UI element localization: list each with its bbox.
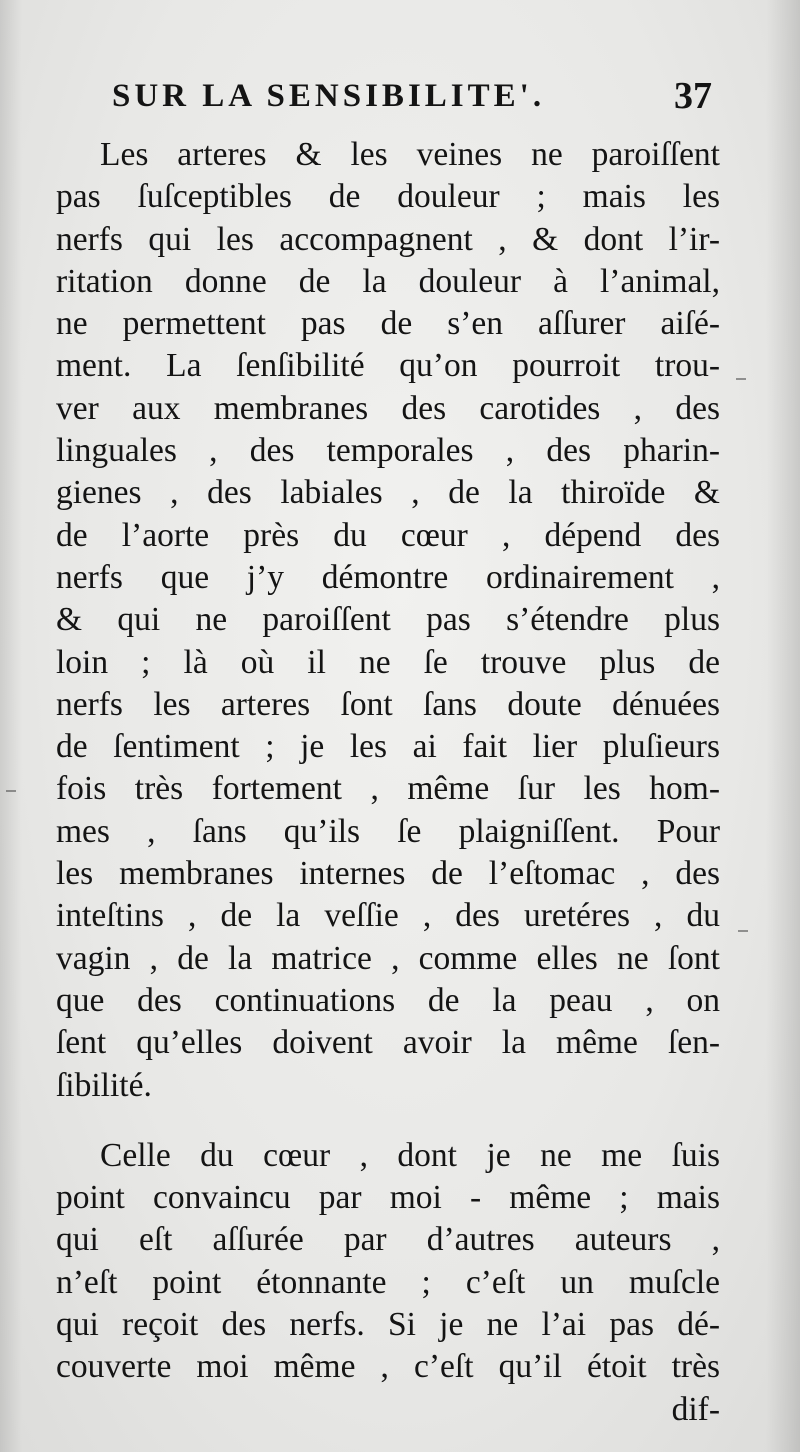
paragraph-2: [56, 1135, 720, 1389]
body-text: [56, 134, 720, 1431]
text-line: nerfs qui les accompagnent , & dont l’ir-: [56, 220, 720, 258]
text-line: ſent qu’elles doivent avoir la même ſen-: [56, 1024, 720, 1062]
text-line: n’eſt point étonnante ; c’eſt un muſcle: [56, 1263, 720, 1301]
paragraph-gap: [56, 1107, 720, 1135]
text-line: couverte moi même , c’eſt qu’il étoit très: [56, 1348, 720, 1386]
text-line: ſibilité.: [56, 1066, 152, 1104]
margin-mark: [6, 790, 16, 792]
text-line: nerfs que j’y démontre ordinairement ,: [56, 558, 720, 596]
text-line: linguales , des temporales , des pharin-: [56, 432, 720, 470]
page-gutter-shadow: [0, 0, 22, 1452]
text-line: nerfs les arteres ſont ſans doute dénuées: [56, 685, 720, 723]
page-number: 37: [674, 75, 712, 117]
margin-mark: [736, 378, 746, 380]
running-title: SUR LA SENSIBILITE'.: [112, 78, 546, 114]
text-line: & qui ne paroiſſent pas s’étendre plus: [56, 601, 720, 639]
text-line: Les arteres & les veines ne paroiſſent: [100, 136, 720, 173]
text-line: point convaincu par moi - même ; mais: [56, 1179, 720, 1217]
text-line: ment. La ſenſibilité qu’on pourroit trou-: [56, 347, 720, 385]
text-line: qui reçoit des nerfs. Si je ne l’ai pas dé-: [56, 1306, 720, 1344]
text-line: ne permettent pas de s’en aſſurer aiſé-: [56, 305, 720, 343]
text-line: de l’aorte près du cœur , dépend des: [56, 516, 720, 554]
text-line: Celle du cœur , dont je ne me ſuis: [100, 1136, 720, 1174]
page-edge-shadow: [766, 0, 800, 1452]
text-line: de ſentiment ; je les ai fait lier pluſieurs: [56, 728, 720, 766]
catchword: dif-: [671, 1390, 720, 1428]
text-line: ritation donne de la douleur à l’animal,: [56, 262, 720, 300]
text-line: les membranes internes de l’eſtomac , des: [56, 855, 720, 893]
margin-mark: [738, 930, 748, 932]
text-line: fois très fortement , même ſur les hom-: [56, 770, 720, 808]
text-line: mes , ſans qu’ils ſe plaigniſſent. Pour: [56, 812, 720, 850]
text-line: qui eſt aſſurée par d’autres auteurs ,: [56, 1221, 720, 1259]
text-line: loin ; là où il ne ſe trouve plus de: [56, 643, 720, 681]
text-line: vagin , de la matrice , comme elles ne ſont: [56, 939, 720, 977]
text-line: ver aux membranes des carotides , des: [56, 389, 720, 427]
text-line: gienes , des labiales , de la thiroïde &: [56, 474, 720, 512]
paragraph-1: [56, 134, 720, 1107]
text-line: pas ſuſceptibles de douleur ; mais les: [56, 178, 720, 216]
text-line: inteſtins , de la veſſie , des uretéres , du: [56, 897, 720, 935]
running-head: [112, 72, 712, 120]
text-line: que des continuations de la peau , on: [56, 981, 720, 1019]
